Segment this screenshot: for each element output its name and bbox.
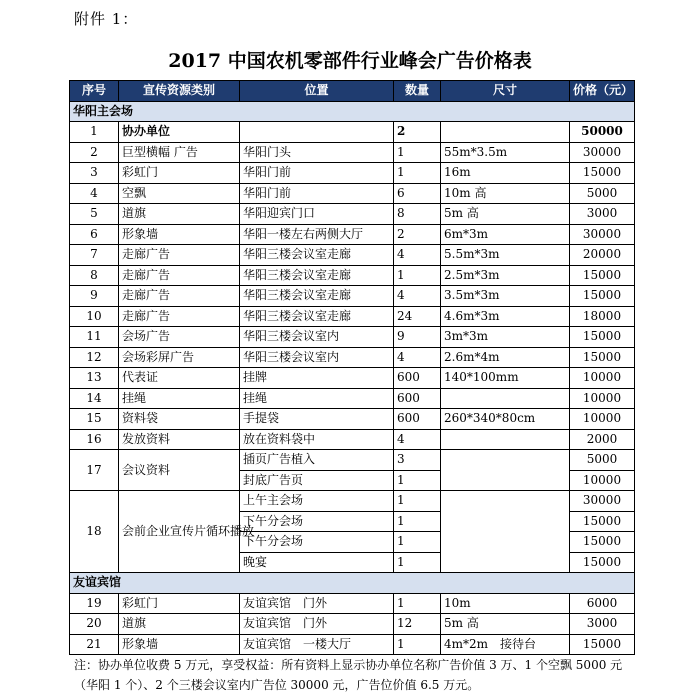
row-size (441, 491, 570, 573)
row-quantity: 1 (394, 491, 441, 512)
row-quantity: 9 (394, 327, 441, 348)
row-no: 7 (70, 245, 119, 266)
row-location: 华阳门前 (240, 163, 394, 184)
row-price: 10000 (570, 388, 635, 409)
table-row (70, 265, 635, 286)
row-size: 3.5m*3m (441, 286, 570, 307)
row-location: 华阳门前 (240, 183, 394, 204)
row-category: 道旗 (119, 614, 240, 635)
row-location: 下午分会场 (240, 511, 394, 532)
row-price: 15000 (570, 265, 635, 286)
row-price: 15000 (570, 634, 635, 655)
row-size: 10m 高 (441, 183, 570, 204)
row-no: 12 (70, 347, 119, 368)
row-price: 30000 (570, 142, 635, 163)
footnote: 注：协办单位收费 5 万元，享受权益：所有资料上显示协办单位名称广告价值 3 万、1 个空飘 5000 元（华阳 1 个）、2 个三楼会议室内广告位 30000 元，广告位价值 6.5 万元。 (74, 658, 623, 692)
row-size (441, 388, 570, 409)
section-title: 友谊宾馆 (70, 573, 635, 594)
row-no: 1 (70, 122, 119, 143)
row-size: 6m*3m (441, 224, 570, 245)
table-row (70, 429, 635, 450)
row-size: 5m 高 (441, 204, 570, 225)
row-quantity: 4 (394, 245, 441, 266)
row-no: 3 (70, 163, 119, 184)
row-quantity: 2 (394, 122, 441, 143)
row-price: 6000 (570, 593, 635, 614)
row-size: 16m (441, 163, 570, 184)
row-price: 10000 (570, 409, 635, 430)
row-price: 2000 (570, 429, 635, 450)
row-category: 代表证 (119, 368, 240, 389)
row-no: 19 (70, 593, 119, 614)
row-size: 55m*3.5m (441, 142, 570, 163)
row-category: 挂绳 (119, 388, 240, 409)
row-quantity: 1 (394, 532, 441, 553)
row-location: 华阳三楼会议室内 (240, 347, 394, 368)
row-location: 封底广告页 (240, 470, 394, 491)
row-size (441, 429, 570, 450)
row-quantity: 1 (394, 142, 441, 163)
row-no: 9 (70, 286, 119, 307)
row-no: 5 (70, 204, 119, 225)
row-category: 走廊广告 (119, 286, 240, 307)
row-no: 18 (70, 491, 119, 573)
row-category: 走廊广告 (119, 245, 240, 266)
row-quantity: 600 (394, 388, 441, 409)
row-location: 上午主会场 (240, 491, 394, 512)
row-price: 15000 (570, 511, 635, 532)
row-no: 14 (70, 388, 119, 409)
row-location: 华阳三楼会议室内 (240, 327, 394, 348)
row-quantity: 1 (394, 552, 441, 573)
row-quantity: 1 (394, 593, 441, 614)
row-price: 15000 (570, 163, 635, 184)
row-size: 5m 高 (441, 614, 570, 635)
row-location: 手提袋 (240, 409, 394, 430)
row-category: 协办单位 (119, 122, 240, 143)
row-location: 友谊宾馆 门外 (240, 614, 394, 635)
row-no: 6 (70, 224, 119, 245)
row-location: 晚宴 (240, 552, 394, 573)
row-category: 巨型横幅 广告 (119, 142, 240, 163)
row-price: 5000 (570, 183, 635, 204)
row-quantity: 1 (394, 163, 441, 184)
row-category: 形象墙 (119, 224, 240, 245)
row-size: 5.5m*3m (441, 245, 570, 266)
row-category: 走廊广告 (119, 306, 240, 327)
row-quantity: 4 (394, 286, 441, 307)
row-size (441, 450, 570, 491)
row-quantity: 4 (394, 347, 441, 368)
table-row (70, 347, 635, 368)
row-category: 资料袋 (119, 409, 240, 430)
row-size: 260*340*80cm (441, 409, 570, 430)
row-location: 华阳三楼会议室走廊 (240, 306, 394, 327)
row-no: 21 (70, 634, 119, 655)
header-location: 位置 (240, 81, 394, 102)
row-price: 30000 (570, 491, 635, 512)
row-price: 15000 (570, 347, 635, 368)
table-row (70, 204, 635, 225)
row-no: 4 (70, 183, 119, 204)
header-no: 序号 (70, 81, 119, 102)
attachment-label: 附件 1： (74, 10, 139, 28)
row-category: 会场彩屏广告 (119, 347, 240, 368)
row-location: 放在资料袋中 (240, 429, 394, 450)
row-size: 2.6m*4m (441, 347, 570, 368)
page-title: 2017 中国农机零部件行业峰会广告价格表 (168, 50, 532, 72)
row-price: 50000 (570, 122, 635, 143)
row-size: 140*100mm (441, 368, 570, 389)
row-price: 18000 (570, 306, 635, 327)
row-price: 20000 (570, 245, 635, 266)
row-category: 发放资料 (119, 429, 240, 450)
table-row (70, 368, 635, 389)
header-quantity: 数量 (394, 81, 441, 102)
header-size: 尺寸 (441, 81, 570, 102)
row-price: 3000 (570, 204, 635, 225)
row-price: 15000 (570, 286, 635, 307)
row-no: 13 (70, 368, 119, 389)
row-location: 华阳迎宾门口 (240, 204, 394, 225)
row-size: 4.6m*3m (441, 306, 570, 327)
header-category: 宣传资源类别 (119, 81, 240, 102)
price-table (69, 80, 635, 655)
row-location: 挂绳 (240, 388, 394, 409)
row-quantity: 24 (394, 306, 441, 327)
table-row (70, 142, 635, 163)
header-price: 价格（元） (570, 81, 635, 102)
table-row (70, 388, 635, 409)
row-quantity: 1 (394, 634, 441, 655)
table-row (70, 224, 635, 245)
table-row (70, 306, 635, 327)
row-price: 30000 (570, 224, 635, 245)
row-no: 2 (70, 142, 119, 163)
row-size: 3m*3m (441, 327, 570, 348)
row-no: 15 (70, 409, 119, 430)
row-no: 8 (70, 265, 119, 286)
row-category: 会议资料 (119, 450, 240, 491)
row-quantity: 6 (394, 183, 441, 204)
row-quantity: 8 (394, 204, 441, 225)
row-size: 2.5m*3m (441, 265, 570, 286)
table-header-row (70, 81, 635, 102)
table-row (70, 491, 635, 512)
row-quantity: 12 (394, 614, 441, 635)
row-size (441, 122, 570, 143)
row-price: 10000 (570, 368, 635, 389)
row-no: 17 (70, 450, 119, 491)
section-row (70, 101, 635, 122)
table-row (70, 614, 635, 635)
row-no: 20 (70, 614, 119, 635)
row-quantity: 1 (394, 265, 441, 286)
row-quantity: 600 (394, 409, 441, 430)
table-row (70, 450, 635, 471)
row-no: 10 (70, 306, 119, 327)
row-category: 会场广告 (119, 327, 240, 348)
row-quantity: 1 (394, 470, 441, 491)
table-row (70, 163, 635, 184)
row-location: 华阳门头 (240, 142, 394, 163)
row-location: 华阳一楼左右两侧大厅 (240, 224, 394, 245)
table-row (70, 593, 635, 614)
row-price: 10000 (570, 470, 635, 491)
row-location: 华阳三楼会议室走廊 (240, 286, 394, 307)
row-location (240, 122, 394, 143)
table-row (70, 286, 635, 307)
row-price: 3000 (570, 614, 635, 635)
row-category: 形象墙 (119, 634, 240, 655)
row-category: 彩虹门 (119, 163, 240, 184)
row-price: 5000 (570, 450, 635, 471)
row-quantity: 2 (394, 224, 441, 245)
row-location: 友谊宾馆 门外 (240, 593, 394, 614)
row-location: 插页广告植入 (240, 450, 394, 471)
table-row (70, 634, 635, 655)
row-quantity: 4 (394, 429, 441, 450)
row-category: 彩虹门 (119, 593, 240, 614)
row-category: 空飘 (119, 183, 240, 204)
row-quantity: 3 (394, 450, 441, 471)
row-location: 华阳三楼会议室走廊 (240, 265, 394, 286)
table-row (70, 409, 635, 430)
row-no: 16 (70, 429, 119, 450)
row-price: 15000 (570, 552, 635, 573)
row-location: 友谊宾馆 一楼大厅 (240, 634, 394, 655)
row-category: 会前企业宣传片循环播放 (119, 491, 240, 573)
row-size: 10m (441, 593, 570, 614)
row-size: 4m*2m 接待台 (441, 634, 570, 655)
row-price: 15000 (570, 327, 635, 348)
row-category: 走廊广告 (119, 265, 240, 286)
section-row (70, 573, 635, 594)
row-quantity: 600 (394, 368, 441, 389)
table-row (70, 122, 635, 143)
row-location: 华阳三楼会议室走廊 (240, 245, 394, 266)
table-row (70, 245, 635, 266)
row-category: 道旗 (119, 204, 240, 225)
table-row (70, 327, 635, 348)
row-no: 11 (70, 327, 119, 348)
row-location: 挂牌 (240, 368, 394, 389)
section-title: 华阳主会场 (70, 101, 635, 122)
row-location: 下午分会场 (240, 532, 394, 553)
row-quantity: 1 (394, 511, 441, 532)
row-price: 15000 (570, 532, 635, 553)
table-row (70, 183, 635, 204)
